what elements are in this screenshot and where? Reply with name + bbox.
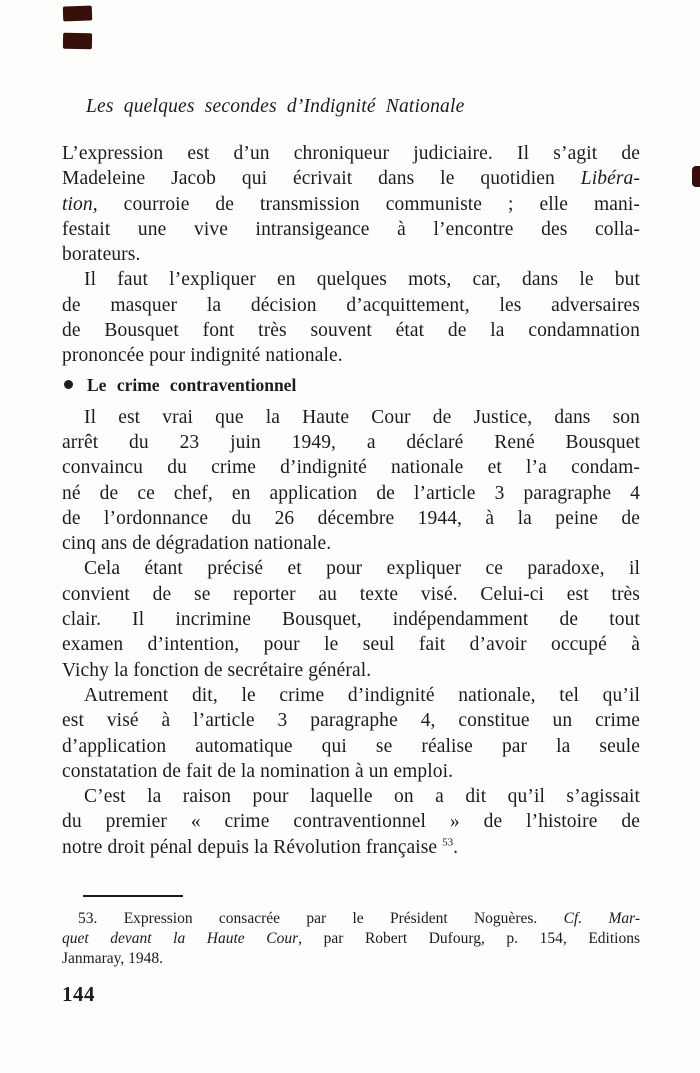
text-line (62, 759, 640, 784)
text-line (62, 242, 640, 267)
footnote-line (62, 929, 640, 949)
text-run: notre droit pénal depuis la Révolution française (62, 836, 443, 858)
text-run: convient de se reporter au texte visé. Celui-ci est très (62, 583, 640, 605)
paragraph (62, 784, 640, 860)
text-line (62, 658, 640, 683)
text-line (62, 343, 640, 368)
body-paragraphs (62, 141, 640, 860)
text-line (62, 455, 640, 480)
text-line (62, 734, 640, 759)
text-run: Cela étant précisé et pour expliquer ce paradoxe, il (84, 558, 640, 580)
text-line (62, 632, 640, 657)
text-run: Autrement dit, le crime d’indignité nationale, tel qu’il (84, 684, 640, 706)
ink-stamp-icon (63, 5, 93, 21)
italic-text: quet devant la Haute Cour (62, 930, 299, 947)
text-line (62, 531, 640, 556)
italic-text: Cf. Mar- (563, 910, 640, 927)
text-line (62, 141, 640, 166)
text-run: de masquer la décision d’acquittement, les adversaires (62, 294, 640, 316)
text-run: de Bousquet font très souvent état de la condamnation (62, 320, 640, 342)
section-heading (64, 375, 640, 395)
ink-stamp-icon (63, 33, 92, 50)
text-line (62, 430, 640, 455)
text-line (62, 607, 640, 632)
chapter-title: Les quelques secondes d’Indignité Nationale (86, 96, 465, 117)
text-run: d’application automatique qui se réalise par la seule (62, 735, 640, 757)
text-line (62, 708, 640, 733)
page-number: 144 (62, 982, 95, 1006)
footnote-area (62, 895, 640, 969)
text-line (62, 835, 640, 860)
page-body (62, 94, 640, 860)
text-run: constatation de fait de la nomination à un emploi. (62, 760, 454, 782)
text-line (62, 217, 640, 242)
text-run: Il faut l’expliquer en quelques mots, car, dans le but (84, 269, 640, 291)
text-line (62, 582, 640, 607)
text-run: Janmaray, 1948. (62, 950, 164, 967)
text-run: né de ce chef, en application de l’article 3 paragraphe 4 (62, 482, 640, 504)
text-run: du premier « crime contraventionnel » de l’histoire de (62, 811, 640, 833)
bullet-icon (64, 380, 73, 389)
text-line (62, 192, 640, 217)
text-run: . (453, 836, 459, 858)
footnote-text (62, 909, 640, 969)
text-run: Madeleine Jacob qui écrivait dans le quotidien (62, 168, 581, 190)
footnote-separator-rule (83, 895, 183, 897)
text-run: 53. Expression consacrée par le Président Noguères. (78, 910, 564, 927)
text-run: C’est la raison pour laquelle on a dit qu’il s’agissait (84, 786, 640, 808)
italic-text: tion, (62, 193, 98, 215)
text-run: prononcée pour indignité nationale. (62, 345, 343, 367)
text-run: , par Robert Dufourg, p. 154, Editions (298, 930, 641, 947)
text-line (62, 556, 640, 581)
text-run: de l’ordonnance du 26 décembre 1944, à la peine de (62, 507, 640, 529)
text-line (62, 481, 640, 506)
text-line (62, 784, 640, 809)
text-line (62, 293, 640, 318)
paragraph (62, 141, 640, 267)
text-run: borateurs. (62, 244, 141, 266)
paragraph (62, 556, 640, 682)
text-line (62, 809, 640, 834)
text-line (62, 683, 640, 708)
text-run: arrêt du 23 juin 1949, a déclaré René Bousquet (62, 431, 640, 453)
text-run: festait une vive intransigeance à l’encontre des colla- (62, 218, 640, 240)
italic-text: Libéra- (580, 168, 640, 190)
text-line (62, 166, 640, 191)
text-run: L’expression est d’un chroniqueur judiciaire. Il s’agit de (62, 143, 640, 164)
text-line (62, 405, 640, 430)
text-line (62, 267, 640, 292)
text-run: Il est vrai que la Haute Cour de Justice, dans son (84, 406, 640, 428)
section-heading-label: Le crime contraventionnel (87, 374, 297, 395)
footnote-line (62, 949, 640, 969)
paragraph (62, 267, 640, 368)
paragraph (62, 683, 640, 784)
text-run: courroie de transmission communiste ; elle mani- (97, 193, 640, 215)
text-run: convaincu du crime d’indignité nationale et l’a condam- (62, 457, 640, 479)
text-run: examen d’intention, pour le seul fait d’avoir occupé à (62, 634, 640, 656)
text-line (62, 318, 640, 343)
footnote-reference: 53 (442, 836, 454, 849)
text-run: Vichy la fonction de secrétaire général. (62, 659, 372, 681)
ink-stamp-icon (692, 166, 700, 187)
text-line (62, 506, 640, 531)
footnote-line (62, 909, 640, 929)
text-run: est visé à l’article 3 paragraphe 4, constitue un crime (62, 710, 640, 732)
paragraph (62, 405, 640, 557)
text-run: cinq ans de dégradation nationale. (62, 533, 332, 555)
text-run: clair. Il incrimine Bousquet, indépendamment de tout (62, 609, 640, 631)
